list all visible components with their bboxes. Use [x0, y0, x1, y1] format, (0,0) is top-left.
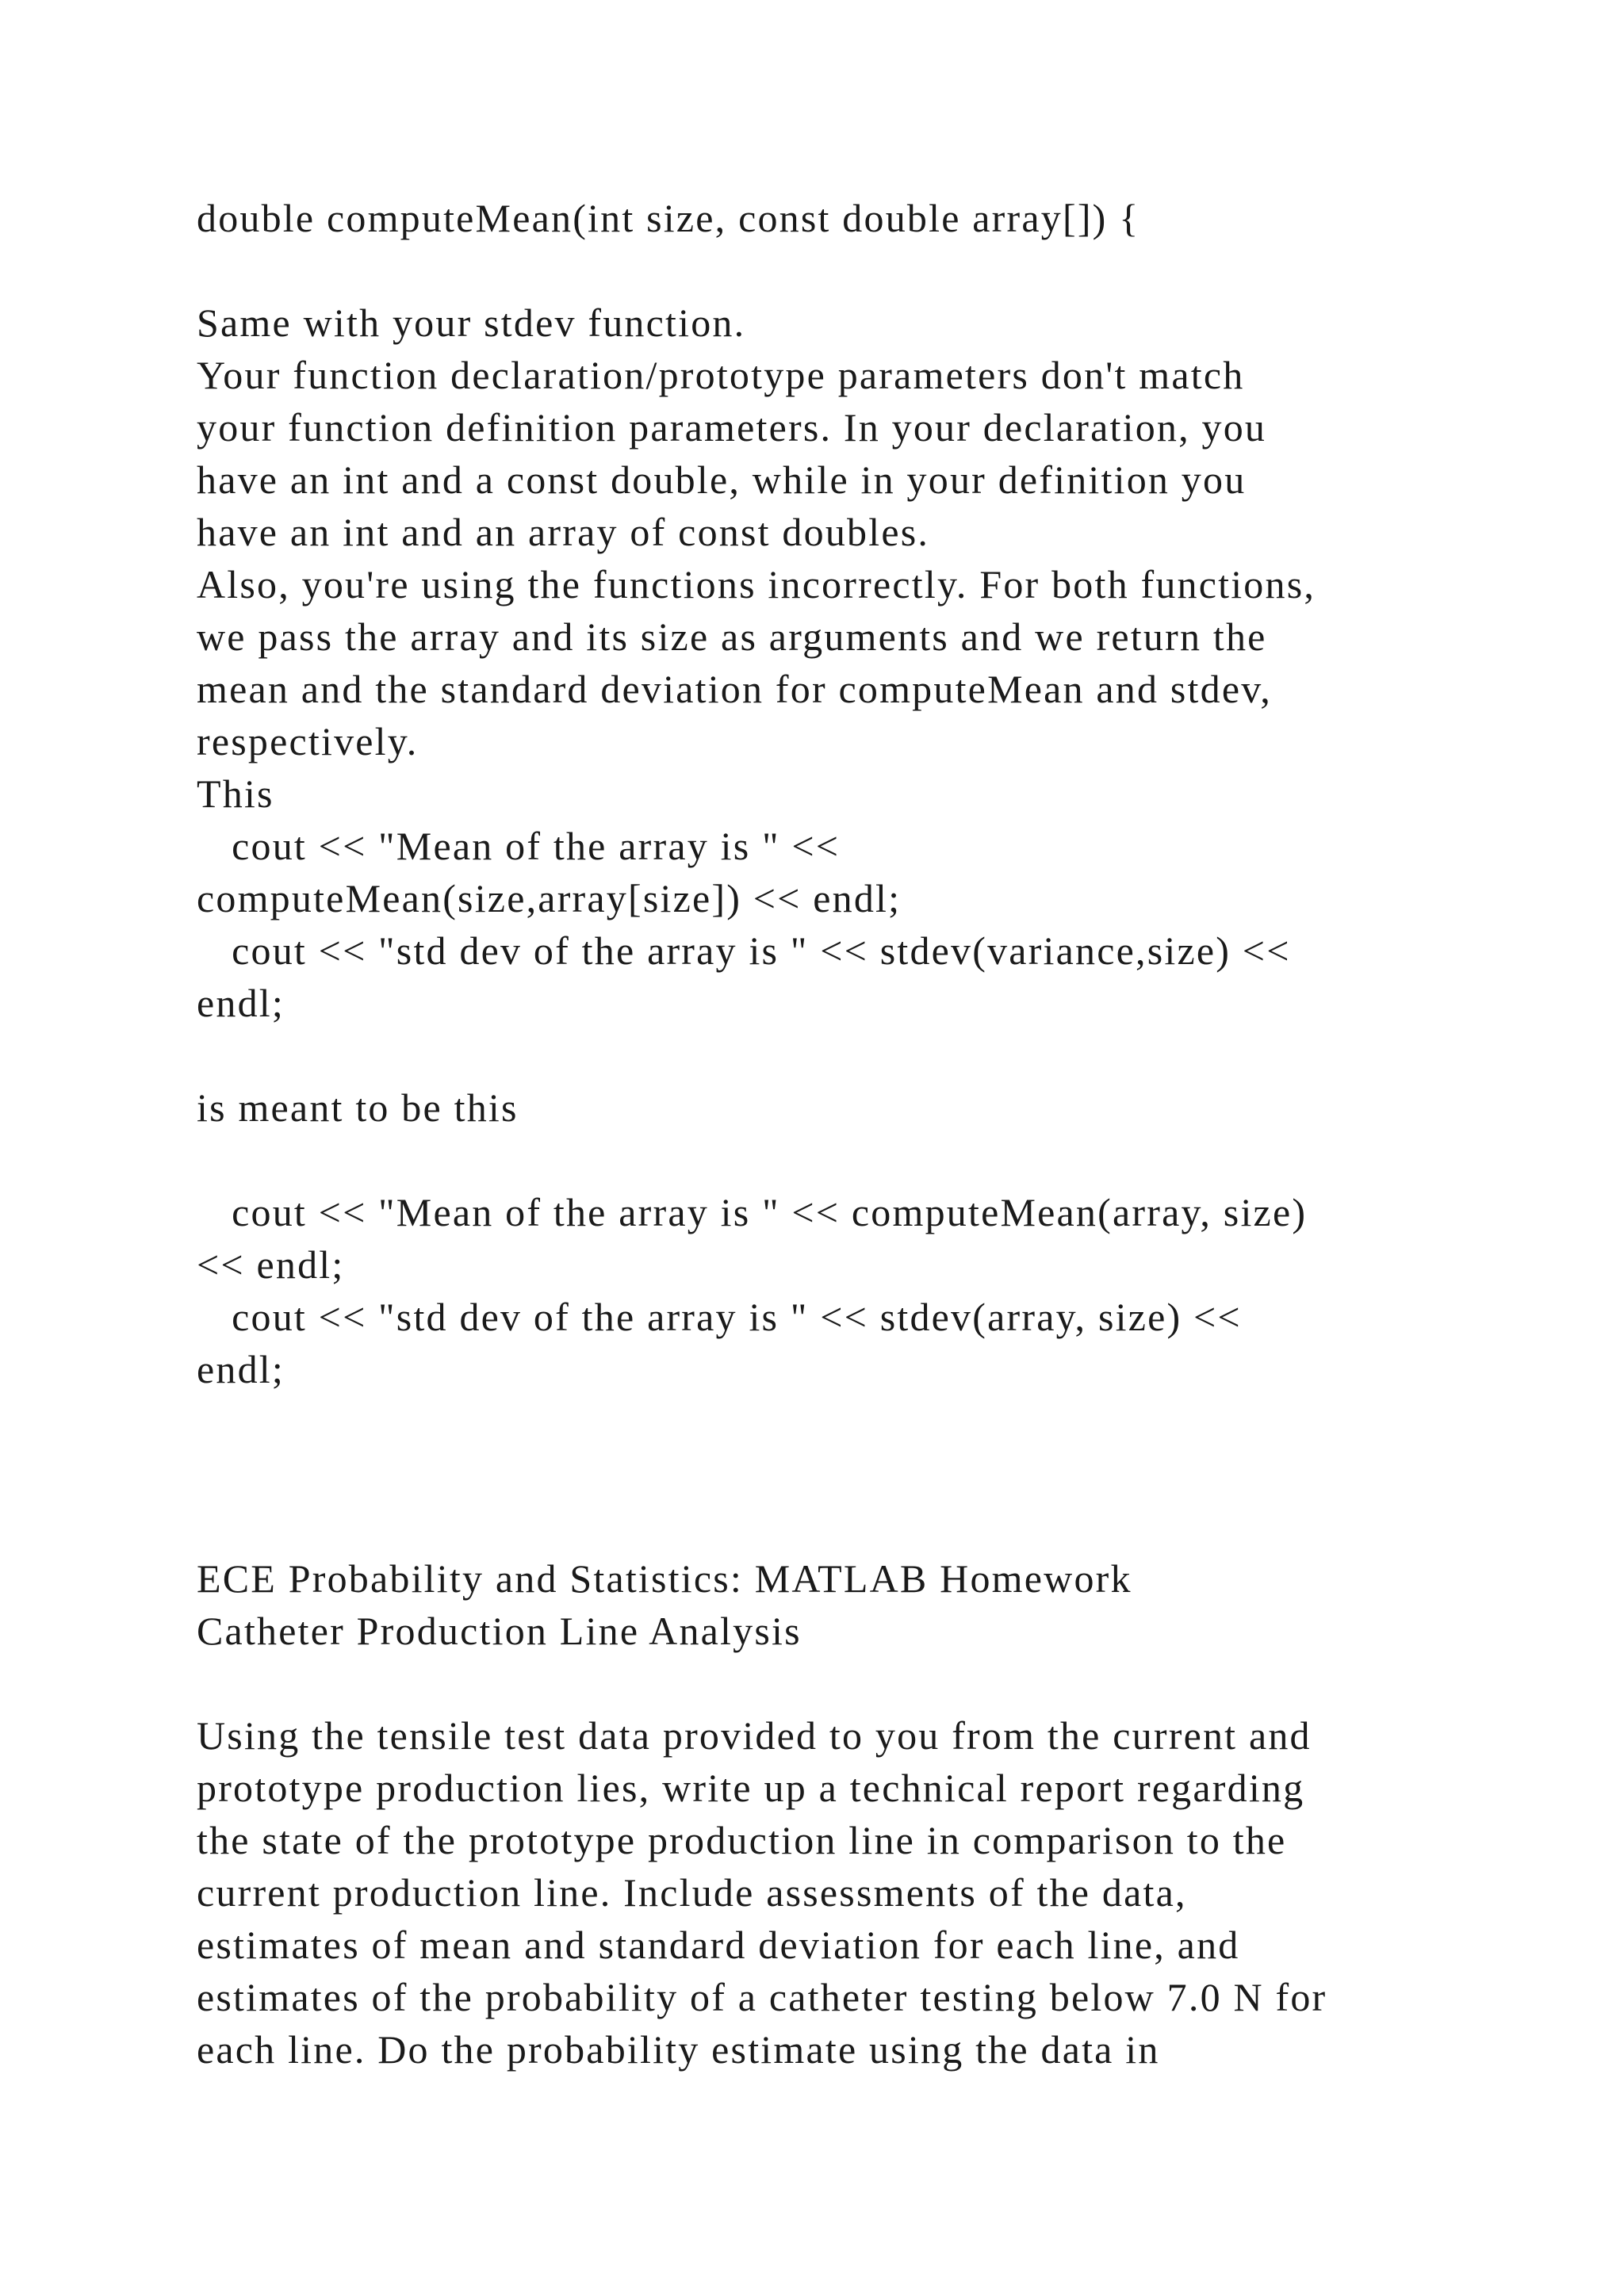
code-line: cout << "Mean of the array is " <<	[197, 824, 841, 868]
code-line: endl;	[197, 981, 285, 1025]
text-line: estimates of mean and standard deviation for each line, and	[197, 1923, 1240, 1967]
text-line: is meant to be this	[197, 1085, 519, 1130]
code-line: endl;	[197, 1347, 285, 1391]
text-line: estimates of the probability of a catheter testing below 7.0 N for	[197, 1975, 1327, 2019]
code-line: << endl;	[197, 1242, 345, 1287]
text-line: have an int and a const double, while in your definition you	[197, 457, 1247, 502]
text-line: Same with your stdev function.	[197, 300, 746, 345]
section-title: ECE Probability and Statistics: MATLAB Homework	[197, 1556, 1132, 1601]
text-line: This	[197, 771, 274, 816]
blank-line	[197, 1029, 1545, 1081]
blank-line	[197, 1657, 1545, 1709]
text-line: we pass the array and its size as arguments and we return the	[197, 614, 1267, 659]
blank-line	[197, 1500, 1545, 1552]
text-line: mean and the standard deviation for computeMean and stdev,	[197, 667, 1272, 711]
text-line: double computeMean(int size, const double array[]) {	[197, 196, 1140, 240]
blank-line	[197, 1134, 1545, 1186]
text-line: current production line. Include assessments of the data,	[197, 1870, 1187, 1915]
blank-line	[197, 244, 1545, 297]
text-line: Also, you're using the functions incorrectly. For both functions,	[197, 562, 1316, 607]
blank-line	[197, 1448, 1545, 1500]
code-line: cout << "Mean of the array is " << computeMean(array, size)	[197, 1190, 1308, 1234]
code-line: cout << "std dev of the array is " << stdev(array, size) <<	[197, 1295, 1242, 1339]
text-line: Your function declaration/prototype parameters don't match	[197, 353, 1245, 397]
section-subtitle: Catheter Production Line Analysis	[197, 1609, 802, 1653]
text-line: prototype production lies, write up a technical report regarding	[197, 1766, 1305, 1810]
blank-line	[197, 1395, 1545, 1448]
text-line: your function definition parameters. In your declaration, you	[197, 405, 1267, 450]
text-line: respectively.	[197, 719, 419, 763]
text-line: have an int and an array of const doubles.	[197, 510, 930, 554]
document-text	[197, 192, 1545, 2076]
text-line: the state of the prototype production line in comparison to the	[197, 1818, 1287, 1862]
text-line: Using the tensile test data provided to you from the current and	[197, 1713, 1312, 1758]
code-line: computeMean(size,array[size]) << endl;	[197, 876, 902, 920]
text-line: each line. Do the probability estimate using the data in	[197, 2027, 1160, 2072]
code-line: cout << "std dev of the array is " << stdev(variance,size) <<	[197, 928, 1291, 973]
